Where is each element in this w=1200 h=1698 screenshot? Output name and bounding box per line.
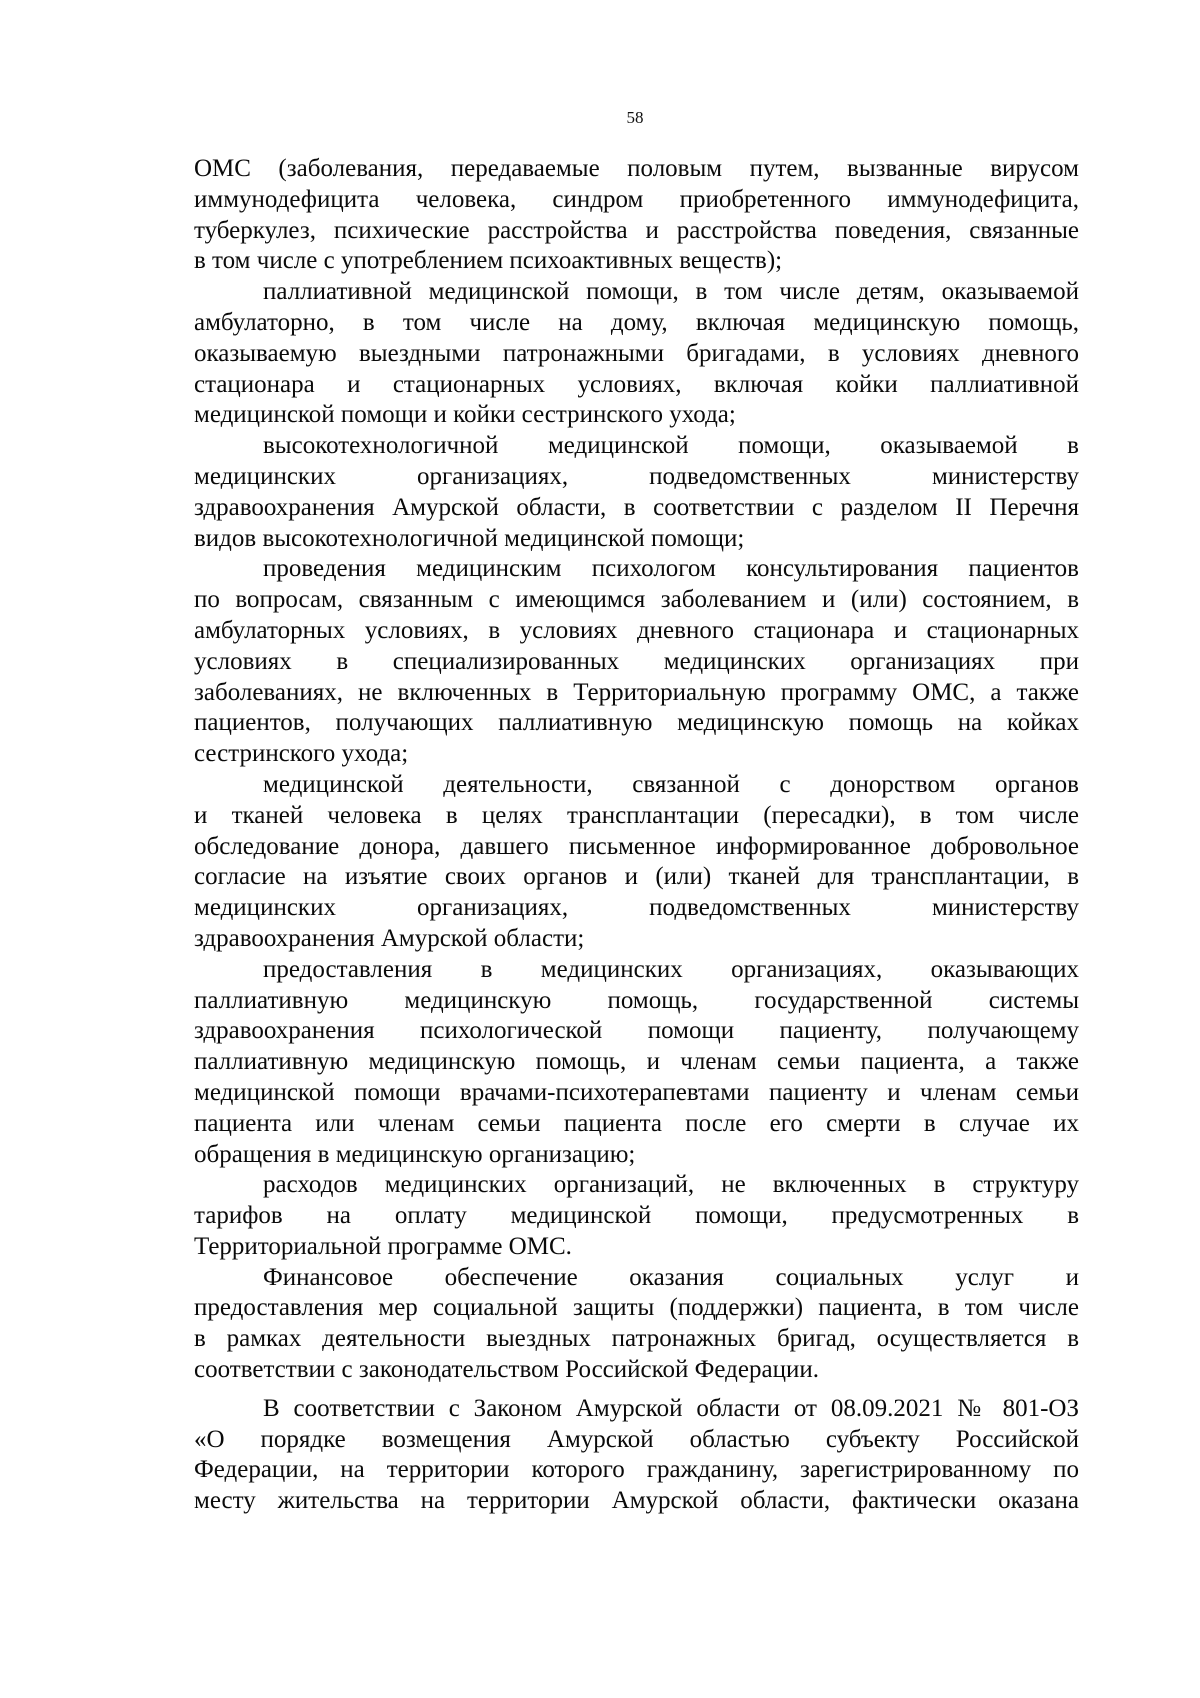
text-line: по вопросам, связанным с имеющимся заболеванием и (или) состоянием, в	[194, 586, 1079, 614]
text-line: медицинских организациях, подведомственных министерству	[194, 894, 1079, 922]
text-line: условиях в специализированных медицинских организациях при	[194, 647, 1079, 675]
text-line: паллиативную медицинскую помощь, и членам семьи пациента, а также	[194, 1048, 1079, 1076]
text-line: Федерации, на территории которого гражданину, зарегистрированному по	[194, 1456, 1079, 1484]
text-line: иммунодефицита человека, синдром приобретенного иммунодефицита,	[194, 185, 1079, 213]
text-line: «О порядке возмещения Амурской областью субъекту Российской	[194, 1425, 1079, 1453]
text-line: паллиативную медицинскую помощь, государственной системы	[194, 986, 1079, 1014]
text-line: пациента или членам семьи пациента после его смерти в случае их	[194, 1109, 1079, 1137]
text-line: Финансовое обеспечение оказания социальных услуг и	[263, 1263, 1079, 1291]
page-number: 58	[626, 108, 644, 127]
text-line: медицинских организациях, подведомственных министерству	[194, 462, 1079, 490]
text-line: оказываемую выездными патронажными бригадами, в условиях дневного	[194, 339, 1079, 367]
text-line: медицинской помощи врачами-психотерапевтами пациенту и членам семьи	[194, 1078, 1079, 1106]
text-line: туберкулез, психические расстройства и расстройства поведения, связанные	[194, 216, 1079, 244]
text-line: в том числе с употреблением психоактивных веществ);	[194, 247, 783, 275]
text-line: обследование донора, давшего письменное информированное добровольное	[194, 832, 1079, 860]
text-line: медицинской деятельности, связанной с донорством органов	[263, 770, 1079, 798]
text-line: паллиативной медицинской помощи, в том числе детям, оказываемой	[263, 278, 1079, 306]
text-line: в рамках деятельности выездных патронажных бригад, осуществляется в	[194, 1325, 1079, 1353]
text-line: здравоохранения Амурской области, в соответствии с разделом II Перечня	[194, 493, 1079, 521]
text-line: тарифов на оплату медицинской помощи, предусмотренных в	[194, 1202, 1079, 1230]
text-line: и тканей человека в целях трансплантации (пересадки), в том числе	[194, 801, 1079, 829]
text-line: согласие на изъятие своих органов и (или) тканей для трансплантации, в	[194, 863, 1079, 891]
text-line: обращения в медицинскую организацию;	[194, 1140, 636, 1168]
text-line: предоставления мер социальной защиты (поддержки) пациента, в том числе	[194, 1294, 1079, 1322]
text-line: здравоохранения психологической помощи пациенту, получающему	[194, 1017, 1079, 1045]
text-line: сестринского ухода;	[194, 740, 409, 768]
text-line: ОМС (заболевания, передаваемые половым путем, вызванные вирусом	[194, 155, 1079, 182]
text-line: здравоохранения Амурской области;	[194, 924, 585, 952]
text-line: соответствии с законодательством Российской Федерации.	[194, 1356, 819, 1384]
text-line: амбулаторно, в том числе на дому, включая медицинскую помощь,	[194, 308, 1079, 336]
text-line: заболеваниях, не включенных в Территориальную программу ОМС, а также	[194, 678, 1079, 706]
text-line: расходов медицинских организаций, не включенных в структуру	[263, 1171, 1079, 1199]
text-line: пациентов, получающих паллиативную медицинскую помощь на койках	[194, 709, 1079, 737]
text-line: высокотехнологичной медицинской помощи, оказываемой в	[263, 432, 1079, 460]
text-line: Территориальной программе ОМС.	[194, 1232, 572, 1260]
text-line: проведения медицинским психологом консультирования пациентов	[263, 555, 1079, 583]
text-line: месту жительства на территории Амурской области, фактически оказана	[194, 1487, 1079, 1515]
text-line: стационара и стационарных условиях, включая койки паллиативной	[194, 370, 1079, 398]
document-text	[194, 154, 1079, 1517]
text-line: амбулаторных условиях, в условиях дневного стационара и стационарных	[194, 616, 1079, 644]
text-line: В соответствии с Законом Амурской области от 08.09.2021 № 801-ОЗ	[263, 1394, 1079, 1422]
text-line: видов высокотехнологичной медицинской помощи;	[194, 524, 745, 552]
text-line: предоставления в медицинских организациях, оказывающих	[263, 955, 1079, 983]
text-line: медицинской помощи и койки сестринского ухода;	[194, 401, 736, 429]
